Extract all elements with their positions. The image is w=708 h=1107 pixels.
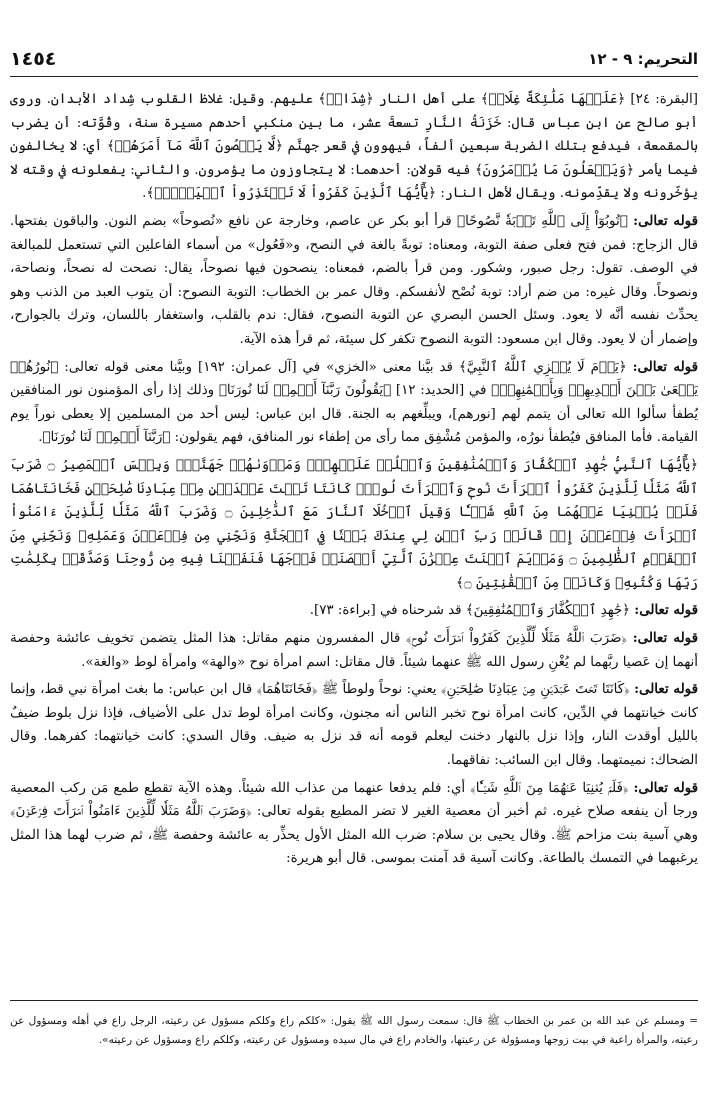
paragraph [10, 777, 698, 871]
paragraph-text: ﴿يَوۡمَ لَا يُخۡزِي ٱللَّهُ ٱلنَّبِيَّ﴾ قد بيَّنا معنى «الخزي» في [آل عمران: ١٩٢] وبيَّنا معنى قوله تعالى: ﴿نُورُهُمۡ يَسۡعَىٰ بَيۡنَ أَيۡدِيهِمۡ وَبِأَيۡمَٰنِهِمۡ﴾ في [الحديد: ١٢] ﴿يَقُولُونَ رَبَّنَآ أَتۡمِمۡ لَنَا نُورَنَا﴾ وذلك إذا رأى المؤمنون نور المنافقين يُطفأ سألوا الله تعالى أن يتمم لهم [نورهم]، ويبلِّغهم به الجنة. قال ابن عباس: ليس أحد من المسلمين إلا يعطى نوراً يوم القيامة. فأما المنافق فيُطفأ نورُه، والمؤمن مُشْفِق مما رأى من إطفاء نور المنافق، فهم يقولون: ﴿رَبَّنَآ أَتۡمِمۡ لَنَا نُورَنَا﴾. [10, 359, 698, 446]
paragraph [10, 678, 698, 772]
paragraph [10, 356, 698, 450]
paragraph-text: ﴿جَٰهِدِ ٱلۡكُفَّارَ وَٱلۡمُنَٰفِقِينَ﴾ قد شرحناه في [براءة: ٧٣]. [309, 603, 631, 619]
paragraph [10, 599, 698, 623]
verse-label: قوله تعالى: [633, 212, 698, 229]
sura-verse-range: التحريم: ٩ - ١٢ [588, 50, 698, 68]
verse-label: قوله تعالى: [633, 779, 698, 796]
paragraph-text: ﴿كَانَتَا تَحۡتَ عَبۡدَيۡنِ مِنۡ عِبَادِنَا صَٰلِحَيۡنِ﴾ يعني: نوحاً ولوطاً ﷺ ﴿فَخَانَتَاهُمَا﴾ قال ابن عباس: ما بغت امرأة نبي قط، وإنما كانت خيانتهما في الدِّين، كانت امرأة نوح تخبر الناس أنه مجنون، وكانت امرأة لوط تدل على الأضياف، فإذا نزل بلوط ضيفٌ بالليل أوقدت النار، وإذا نزل بالنهار دخنت ليعلم قومه أنه قد نزل به ضيف. وقال السدي: كانت خيانتهما: كفرهما. وقال الضحاك: نميمتهما. وقال ابن السائب: نفاقهما. [10, 682, 698, 769]
page-number: ١٤٥٤ [10, 48, 57, 70]
paragraph-text: [البقرة: ٢٤] ﴿عَلَيۡهَا مَلَٰٓئِكَةٌ غِلَاظٞ﴾ على أهل النار ﴿شِدَادٞ﴾ عليهم. وقيل: غلاظ القلوب شِداد الأبدان. وروى أبو صالح عن ابن عباس قال: خَزَنَةُ النَّارِ تسعةَ عشر، ما بين منكبي أحدهم مسيرة سنة، وقُوَّته: أن يضرب بالمقمعة، فيدفع بتلك الضربة سبعين ألفاً، فيهوون في قعر جهنَّم ﴿لَّا يَعۡصُونَ ٱللَّهَ مَآ أَمَرَهُمۡ﴾ أي: لا يخالفون فيما يأمر ﴿وَيَفۡعَلُونَ مَا يُؤۡمَرُونَ﴾ فيه قولان: أحدهما: لا يتجاوزون ما يؤمرون. والثاني: يفعلونه في وقته لا يؤخّرونه ولا يقدِّمونه. ويقال لأهل النار: ﴿يَٰٓأَيُّهَا ٱلَّذِينَ كَفَرُواْ لَا تَعۡتَذِرُواْ ٱلۡيَوۡمَۖ﴾. [10, 92, 698, 202]
paragraph-text: ﴿فَلَمۡ يُغۡنِيَا عَنۡهُمَا مِنَ ٱللَّهِ شَيۡـٔٗا﴾ أي: فلم يدفعا عنهما من عذاب الله شيئاً. وهذه الآية تقطع طمع مَن ركب المعصية ورجا أن ينفعه صلاح غيره. ثم أخبر أن معصية الغير لا تضر المطيع بقوله تعالى: ﴿وَضَرَبَ ٱللَّهُ مَثَلٗا لِّلَّذِينَ ءَامَنُواْ ٱمۡرَأَتَ فِرۡعَوۡنَ﴾ وهي آسية بنت مزاحم ﷺ. وقال يحيى بن سلام: ضرب الله المثل الأول يحذِّر به عائشة وحفصة ﷺ، ثم ضرب لهما هذا المثل يرغبهما في التمسك بالطاعة. وكانت آسية قد آمنت بموسى. قال أبو هريرة: [10, 780, 698, 867]
footnote: = ومسلم عن عبد الله بن عمر بن الخطاب ﷺ قال: سمعت رسول الله ﷺ يقول: «كلكم راع وكلكم مسؤول عن رعيته، الرجل راع في أهله ومسؤول عن رعيته، والمرأة راعية في بيت زوجها ومسؤولة عن رعيتها، والخادم راع في مال سيده ومسؤول عن رعيته، وكلكم راع ومسؤول عن رعيته». [10, 1015, 698, 1046]
header-divider [10, 76, 698, 77]
verse-label: قوله تعالى: [632, 630, 698, 647]
paragraph [10, 88, 698, 206]
running-header [10, 48, 698, 72]
paragraph [10, 627, 698, 674]
quran-verses-block [10, 454, 698, 596]
verse-label: قوله تعالى: [632, 358, 698, 375]
verse-label: قوله تعالى: [634, 681, 698, 698]
paragraph-text: ﴿يَٰٓأَيُّهَا ٱلنَّبِيُّ جَٰهِدِ ٱلۡكُفَّارَ وَٱلۡمُنَٰفِقِينَ وَٱغۡلُظۡ عَلَيۡهِمۡۚ وَمَأۡوَىٰهُمۡ جَهَنَّمُۖ وَبِئۡسَ ٱلۡمَصِيرُ ۝ ضَرَبَ ٱللَّهُ مَثَلٗا لِّلَّذِينَ كَفَرُواْ ٱمۡرَأَتَ نُوحٖ وَٱمۡرَأَتَ لُوطٖۖ كَانَتَا تَحۡتَ عَبۡدَيۡنِ مِنۡ عِبَادِنَا صَٰلِحَيۡنِ فَخَانَتَاهُمَا فَلَمۡ يُغۡنِيَا عَنۡهُمَا مِنَ ٱللَّهِ شَيۡـٔٗا وَقِيلَ ٱدۡخُلَا ٱلنَّارَ مَعَ ٱلدَّٰخِلِينَ ۝ وَضَرَبَ ٱللَّهُ مَثَلٗا لِّلَّذِينَ ءَامَنُواْ ٱمۡرَأَتَ فِرۡعَوۡنَ إِذۡ قَالَتۡ رَبِّ ٱبۡنِ لِي عِندَكَ بَيۡتٗا فِي ٱلۡجَنَّةِ وَنَجِّنِي مِن فِرۡعَوۡنَ وَعَمَلِهِۦ وَنَجِّنِي مِنَ ٱلۡقَوۡمِ ٱلظَّٰلِمِينَ ۝ وَمَرۡيَمَ ٱبۡنَتَ عِمۡرَٰنَ ٱلَّتِيٓ أَحۡصَنَتۡ فَرۡجَهَا فَنَفَخۡنَا فِيهِ مِن رُّوحِنَا وَصَدَّقَتۡ بِكَلِمَٰتِ رَبِّهَا وَكُتُبِهِۦ وَكَانَتۡ مِنَ ٱلۡقَٰنِتِينَ ۝﴾ [10, 457, 698, 591]
paragraph [10, 210, 698, 352]
paragraph-text: ﴿تُوبُوٓاْ إِلَى ٱللَّهِ تَوۡبَةٗ نَّصُوحًا﴾ قرأ أبو بكر عن عاصم، وخارجة عن نافع «نُصوحاً» بضم النون. والباقون بفتحها. قال الزجاج: فمن فتح فعلى صفة التوبة، ومعناه: توبةً بالغة في النصح، و«فَعُول» من أسماء الفاعلين التي تستعمل للمبالغة في الوصف. تقول: رجل صبور، وشكور. ومن قرأ بالضم، فمعناه: ينصحون فيها نصوحاً، يقال: نصحت له نصحاً، ونصاحة، ونصوحاً. وقال غيره: من ضم أراد: توبة نُصْح لأنفسكم. وقال عمر بن الخطاب: التوبة النصوح: أن يتوب العبد من الذنب وهو يحدِّث نفسه أنَّه لا يعود. وسئل الحسن البصري عن التوبة النصوح، فقال: ندم بالقلب، واستغفار باللسان، وترك بالجوارح، وإضمار أن لا يعود. وقال ابن مسعود: التوبة النصوح تكفر كل سيئة، ثم قرأ هذه الآية. [10, 213, 698, 347]
paragraph-text: ﴿ضَرَبَ ٱللَّهُ مَثَلٗا لِّلَّذِينَ كَفَرُواْ ٱمۡرَأَتَ نُوحٖ﴾ قال المفسرون منهم مقاتل: هذا المثل يتضمن تخويف عائشة وحفصة أنهما إن عَصيا ربَّهما لم يُغْنِ رسول الله ﷺ عنهما شيئاً. قال مقاتل: اسم امرأة نوح «والهة» وامرأة لوط «والغة». [10, 631, 698, 670]
footnote-divider [10, 1000, 698, 1001]
verse-label: قوله تعالى: [634, 602, 698, 619]
commentary-body [10, 88, 698, 983]
